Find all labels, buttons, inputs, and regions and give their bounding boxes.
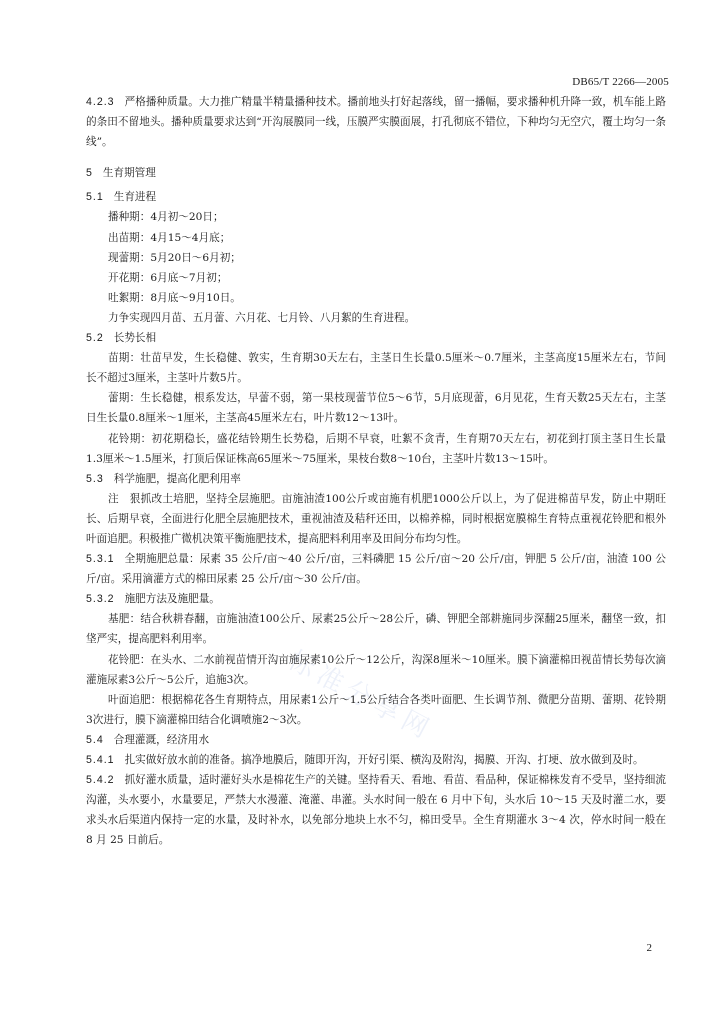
clause-number: 5.3.1 <box>86 553 115 566</box>
base-fertilizer-paragraph: 基肥：结合秋耕春翻，亩施油渣100公斤、尿素25公斤～28公斤，磷、钾肥全部耕施同步深翻25厘米，翻垡一致，扣垡严实，提高肥料利用率。 <box>86 613 666 646</box>
stage-item: 现蕾期：5月20日～6月初； <box>108 251 241 264</box>
clause-5-3-1 <box>86 549 666 589</box>
section-5-4-heading <box>86 730 666 750</box>
section-5-2-heading <box>86 328 666 348</box>
clause-text: 抓好灌水质量，适时灌好头水是棉花生产的关键。坚持看天、看地、看苗、看品种，保证棉株发育不受旱，坚持细流沟灌，头水要小，水量要足，严禁大水漫灌、淹灌、串灌。头水时间一般在 6 月中下旬，头水后 10～15 天及时灌二水，要求头水后渠道内保持一定的水量，及时补水，以免部分地块上水不匀，棉田受旱。全生育期灌水 3～4 次，停水时间一般在 8 月 25 日前后。 <box>86 774 666 847</box>
clause-text: 严格播种质量。大力推广精量半精量播种技术。播前地头打好起落线，留一播幅，要求播种机升降一致，机车能上路的条田不留地头。播种质量要求达到“开沟展膜同一线，压膜严实膜面展，打孔彻底不错位，下种均匀无空穴，覆土均匀一条线”。 <box>86 96 666 149</box>
section-title: 合理灌溉，经济用水 <box>113 733 210 746</box>
clause-5-4-1 <box>86 750 666 770</box>
section-title: 长势长相 <box>113 332 157 345</box>
boll-fertilizer-paragraph: 花铃肥：在头水、二水前视苗情开沟亩施尿素10公斤～12公斤，沟深8厘米～10厘米。膜下滴灌棉田视苗情长势每次滴灌施尿素3公斤～5公斤，追施3次。 <box>86 653 666 686</box>
section-5-3-heading <box>86 469 666 489</box>
stage-item: 吐絮期：8月底～9月10日。 <box>108 291 241 304</box>
section-number: 5 <box>86 167 93 180</box>
boll-paragraph: 花铃期：初花期稳长，盛花结铃期生长势稳，后期不早衰，吐絮不贪青，生育期70天左右，初花到打顶主茎日生长量1.3厘米～1.5厘米，打顶后保证株高65厘米～75厘米，果枝台数8～10台，主茎叶片数13～15叶。 <box>86 432 666 465</box>
page-number: 2 <box>646 942 652 954</box>
section-number: 5.4 <box>86 733 104 746</box>
section-number: 5.1 <box>86 191 104 204</box>
section-5-heading <box>86 163 666 183</box>
section-number: 5.2 <box>86 332 104 345</box>
clause-number: 5.4.2 <box>86 774 115 787</box>
clause-4-2-3 <box>86 92 666 152</box>
section-number: 5.3 <box>86 472 104 485</box>
section-title: 科学施肥，提高化肥利用率 <box>113 472 241 485</box>
clause-number: 5.3.2 <box>86 593 115 606</box>
clause-text: 全期施肥总量：尿素 35 公斤/亩～40 公斤/亩，三料磷肥 15 公斤/亩～20 公斤/亩，钾肥 5 公斤/亩，油渣 100 公斤/亩。采用滴灌方式的棉田尿素 25 公斤/亩～30 公斤/亩。 <box>86 553 666 586</box>
watermark: 标准分享网 <box>283 645 439 747</box>
clause-5-4-2 <box>86 770 666 850</box>
stage-item: 开花期：6月底～7月初； <box>108 271 228 284</box>
seedling-paragraph: 苗期：壮苗早发，生长稳健、敦实，生育期30天左右，主茎日生长量0.5厘米～0.7厘米，主茎高度15厘米左右，节间长不超过3厘米，主茎叶片数5片。 <box>86 352 666 385</box>
clause-5-3-2-heading <box>86 589 666 609</box>
clause-title: 施肥方法及施肥量。 <box>124 593 220 606</box>
bud-paragraph: 蕾期：生长稳健，根系发达，早蕾不弱，第一果枝现蕾节位5～6节，5月底现蕾，6月见花，生育天数25天左右，主茎日生长量0.8厘米～1厘米，主茎高45厘米左右，叶片数12～13叶。 <box>86 392 666 425</box>
stage-item: 播种期：4月初～20日； <box>108 211 224 224</box>
clause-number: 5.4.1 <box>86 754 115 766</box>
document-body <box>86 92 666 850</box>
stage-item: 出苗期：4月15～4月底； <box>108 231 231 244</box>
foliar-fertilizer-paragraph: 叶面追肥：根据棉花各生育期特点，用尿素1公斤～1.5公斤结合各类叶面肥、生长调节剂、微肥分苗期、蕾期、花铃期3次进行，膜下滴灌棉田结合化调喷施2～3次。 <box>86 693 666 726</box>
section-title: 生育期管理 <box>102 167 156 180</box>
section-5-1-heading <box>86 187 666 207</box>
standard-code: DB65/T 2266—2005 <box>572 76 669 88</box>
section-title: 生育进程 <box>113 191 157 204</box>
fertilizer-intro: 注 狠抓改土培肥，坚持全层施肥。亩施油渣100公斤或亩施有机肥1000公斤以上，为了促进棉苗早发，防止中期旺长、后期早衰，全面进行化肥全层施肥技术，重视油渣及秸秆还田，以棉养棉，同时根据宽膜棉生育特点重视花铃肥和根外叶面追肥。积极推广微机决策平衡施肥技术，提高肥料利用率及田间分布均匀性。 <box>86 492 666 545</box>
stage-note: 力争实现四月苗、五月蕾、六月花、七月铃、八月絮的生育进程。 <box>108 311 416 324</box>
clause-number: 4.2.3 <box>86 96 115 108</box>
clause-text: 扎实做好放水前的准备。搞净地膜后，随即开沟，开好引渠、横沟及附沟，揭膜、开沟、打埂、放水做到及时。 <box>124 754 644 766</box>
